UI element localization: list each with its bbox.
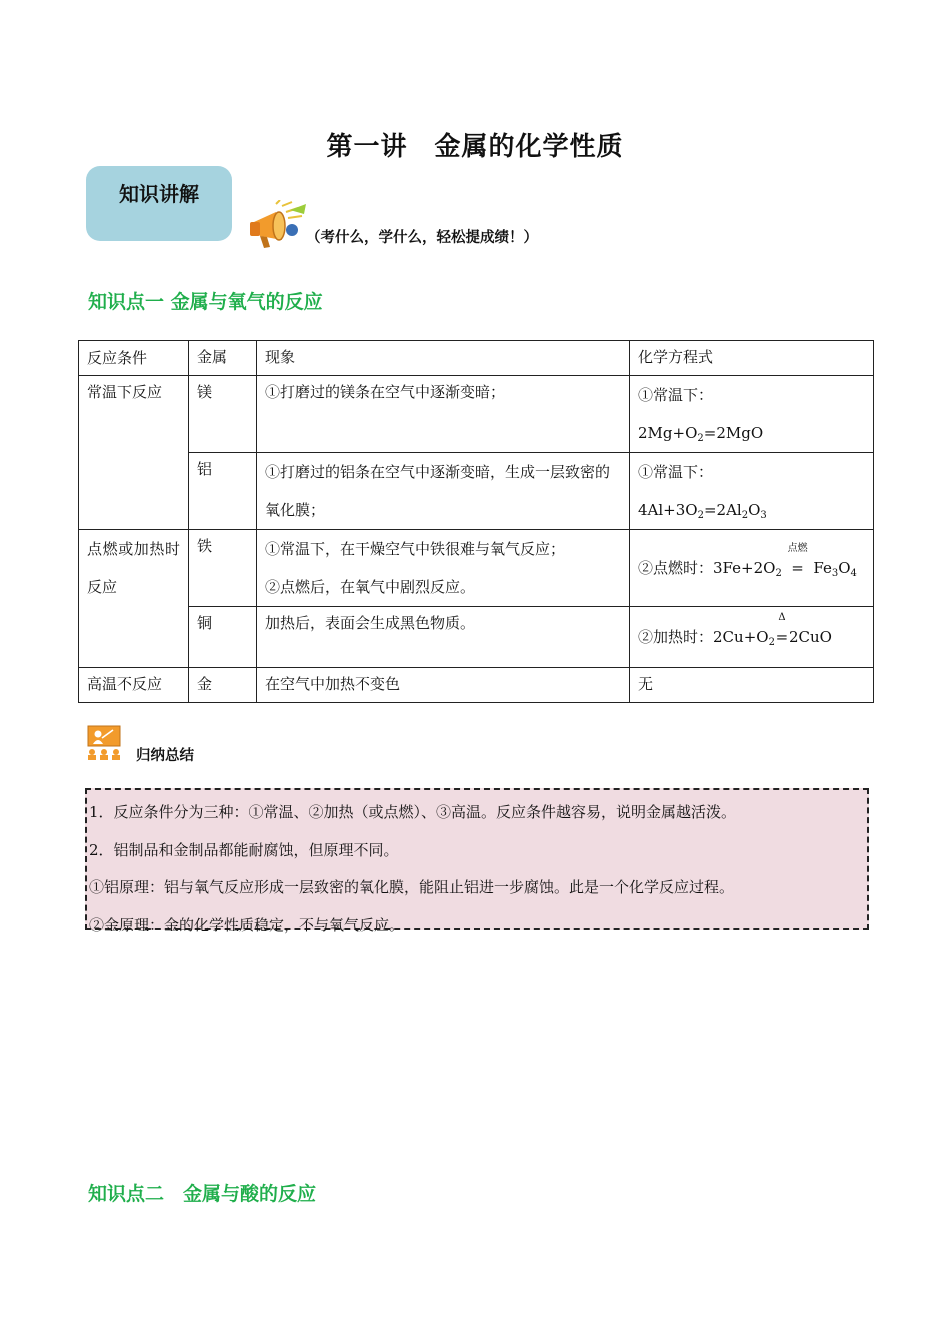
summary-line: 2．铝制品和金制品都能耐腐蚀，但原理不同。 <box>89 840 399 859</box>
reaction-condition: 点燃 <box>787 543 808 554</box>
badge-label: 知识讲解 <box>119 182 199 206</box>
summary-box <box>85 788 869 934</box>
equation-mg: $2Mg+O_2=2MgO$ <box>638 424 764 444</box>
section-badge <box>86 166 232 241</box>
reaction-condition: Δ <box>778 612 786 623</box>
equation-cell <box>630 376 874 453</box>
section-heading-acid: 知识点二 金属与酸的反应 <box>88 1183 317 1205</box>
table-row <box>79 376 874 453</box>
metal-cell: 金 <box>189 668 257 703</box>
page-title: 第一讲 金属的化学性质 <box>326 132 624 162</box>
phenomenon-cell: ①打磨过的镁条在空气中逐渐变暗； <box>257 376 630 453</box>
equation-label: ①常温下： <box>638 463 714 481</box>
equation-al: $4Al+3O_2=2Al_2O_3$ <box>638 501 767 521</box>
condition-room-temp: 常温下反应 <box>79 376 189 530</box>
equation-label: ①常温下： <box>638 386 714 404</box>
metal-cell: 镁 <box>189 376 257 453</box>
summary-line: ①铝原理：铝与氧气反应形成一层致密的氧化膜，能阻止铝进一步腐蚀。此是一个化学反应过程。 <box>89 878 735 896</box>
megaphone-icon <box>246 200 310 252</box>
header-condition: 反应条件 <box>79 341 189 376</box>
equation-fe: $3Fe+2O_2$ 点燃 = $Fe_3O_4$ <box>713 543 857 579</box>
section-heading-oxygen: 知识点一 金属与氧气的反应 <box>88 291 323 313</box>
summary-label: 归纳总结 <box>136 748 194 764</box>
tagline: （考什么，学什么，轻松提成绩！） <box>306 230 538 246</box>
reaction-table <box>78 340 874 703</box>
equation-cell: 无 <box>630 668 874 703</box>
phenomenon-cell: ①打磨过的铝条在空气中逐渐变暗，生成一层致密的氧化膜； <box>257 453 630 530</box>
phenomenon-cell: 在空气中加热不变色 <box>257 668 630 703</box>
table-row <box>79 530 874 607</box>
metal-cell: 铜 <box>189 607 257 668</box>
condition-high-temp: 高温不反应 <box>79 668 189 703</box>
header-phenomenon: 现象 <box>257 341 630 376</box>
header-equation: 化学方程式 <box>630 341 874 376</box>
teacher-icon <box>86 724 122 760</box>
summary-line: ②金原理：金的化学性质稳定，不与氧气反应。 <box>89 915 405 934</box>
equation-label: ②点燃时： <box>638 559 714 577</box>
condition-ignite-heat: 点燃或加热时反应 <box>79 530 189 668</box>
header-metal: 金属 <box>189 341 257 376</box>
metal-cell: 铁 <box>189 530 257 607</box>
equation-cell <box>630 530 874 607</box>
table-header-row <box>79 341 874 376</box>
metal-cell: 铝 <box>189 453 257 530</box>
equation-cu: $2Cu+O_2$ Δ =2CuO <box>713 612 832 648</box>
phenomenon-cell: 加热后，表面会生成黑色物质。 <box>257 607 630 668</box>
table-row <box>79 607 874 668</box>
phenomenon-cell: ①常温下，在干燥空气中铁很难与氧气反应； ②点燃后，在氧气中剧烈反应。 <box>257 530 630 607</box>
summary-line: 1．反应条件分为三种：①常温、②加热（或点燃）、③高温。反应条件越容易，说明金属越活泼。 <box>89 803 737 821</box>
equation-cell <box>630 607 874 668</box>
equation-label: ②加热时： <box>638 628 714 646</box>
table-row <box>79 668 874 703</box>
equation-cell <box>630 453 874 530</box>
table-row <box>79 453 874 530</box>
